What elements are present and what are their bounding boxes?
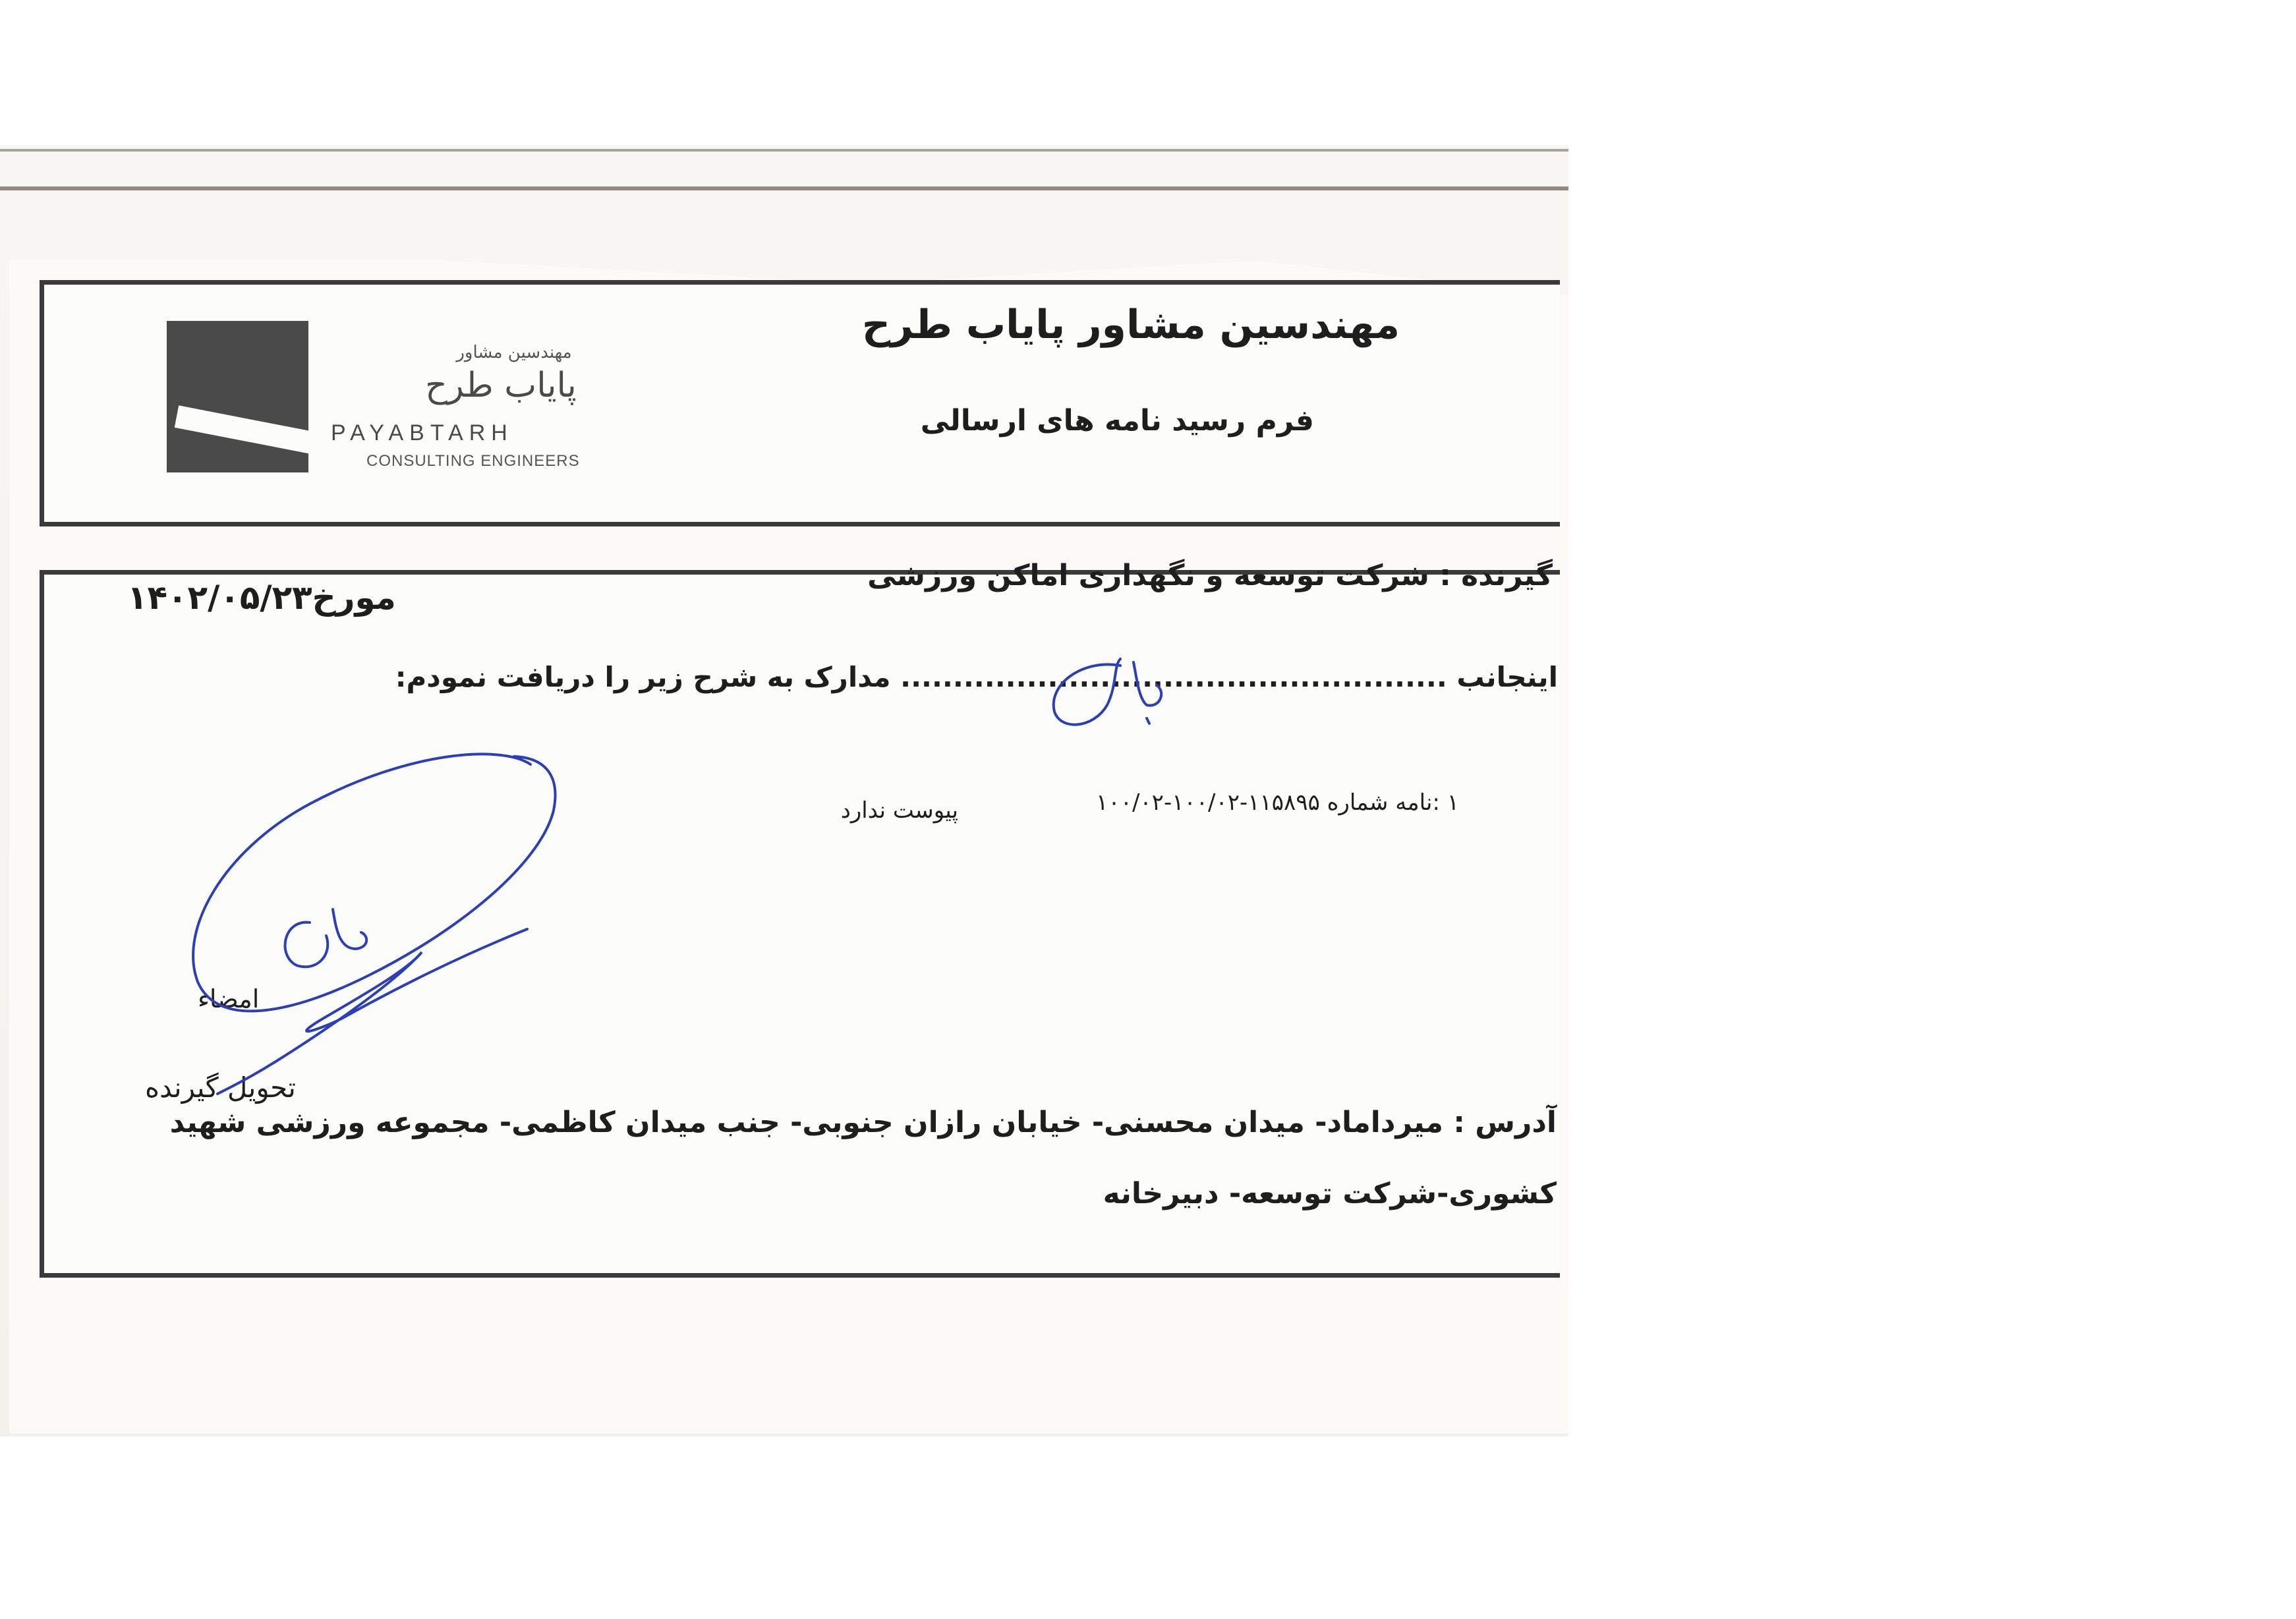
- ack-dots: ....................................................: [900, 661, 1447, 693]
- logo-persian-name: پایاب طرح: [425, 366, 577, 405]
- logo-english-name: PAYABTARH: [331, 420, 513, 445]
- date-line: مورخ۱۴۰۲/۰۵/۲۳: [127, 579, 396, 617]
- company-logo-icon: [167, 321, 308, 472]
- form-title: فرم رسید نامه های ارسالی: [920, 404, 1314, 438]
- receiver-label: تحویل گیرنده: [145, 1071, 296, 1104]
- signature-label: امضاء: [198, 984, 260, 1013]
- attachment-note: پیوست ندارد: [840, 797, 958, 824]
- scan-edge-line: [0, 149, 1568, 152]
- ack-suffix: مدارک به شرح زیر را دریافت نمودم:: [395, 661, 901, 693]
- acknowledgement-line: [395, 661, 1558, 693]
- recipient-line: گیرنده : شرکت توسعه و نگهداری اماکن ورزشی: [867, 559, 1553, 592]
- address-line-1: آدرس : میرداماد- میدان محسنی- خیابان رازان جنوبی- جنب میدان کاظمی- مجموعه ورزشی شهید: [169, 1106, 1557, 1139]
- company-title: مهندسین مشاور پایاب طرح: [861, 302, 1400, 348]
- letter-item: ۱ :نامه شماره ۱۱۵۸۹۵-۱۰۰/۰۲-۱۰۰/۰۲: [1096, 789, 1459, 816]
- logo-persian-subtitle: مهندسین مشاور: [456, 343, 572, 362]
- scan-edge-line: [0, 186, 1568, 190]
- ack-prefix: اینجانب: [1447, 661, 1558, 693]
- address-line-2: کشوری-شرکت توسعه- دبیرخانه: [1103, 1177, 1557, 1210]
- logo-english-subtitle: CONSULTING ENGINEERS: [366, 452, 580, 470]
